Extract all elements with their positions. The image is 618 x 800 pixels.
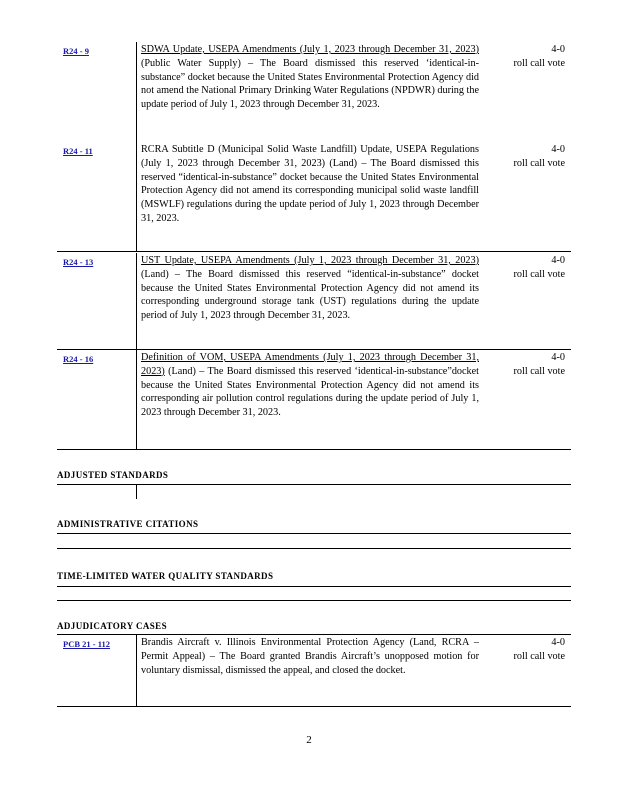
docket-entry bbox=[57, 142, 571, 252]
docket-link[interactable]: R24 - 16 bbox=[63, 354, 94, 364]
vote-result bbox=[485, 636, 565, 664]
entry-body: (Land) – The Board dismissed this reserved “identical-in-substance” docket because the United States Environmental Protection Agency did not amend its corresponding underground storage tank (UST) regulations during the update period of July 1, 2023 through December 31, 2023. bbox=[141, 268, 479, 322]
vote-count: 4-0 bbox=[551, 44, 565, 55]
column-divider bbox=[136, 253, 137, 350]
section-heading-adjusted-standards: ADJUSTED STANDARDS bbox=[57, 470, 169, 480]
entry-description bbox=[141, 254, 479, 323]
vote-label: roll call vote bbox=[513, 365, 565, 377]
vote-count: 4-0 bbox=[551, 352, 565, 363]
empty-table-row bbox=[57, 485, 571, 499]
case-entry bbox=[57, 635, 571, 707]
entry-body: Brandis Aircraft v. Illinois Environmental Protection Agency (Land, RCRA – Permit Appeal) – The Board granted Brandis Aircraft’s unopposed motion for voluntary dismissal, dismissed the appeal, and closed the docket. bbox=[141, 637, 479, 676]
vote-count: 4-0 bbox=[551, 637, 565, 648]
vote-count: 4-0 bbox=[551, 255, 565, 266]
section-heading-adjudicatory-cases: ADJUDICATORY CASES bbox=[57, 621, 167, 631]
entry-description bbox=[141, 43, 479, 112]
column-divider bbox=[136, 350, 137, 450]
docket-entry bbox=[57, 350, 571, 450]
vote-label: roll call vote bbox=[513, 268, 565, 280]
docket-link[interactable]: PCB 21 - 112 bbox=[63, 639, 110, 649]
section-rule bbox=[57, 586, 571, 587]
entry-title: UST Update, USEPA Amendments (July 1, 2023 through December 31, 2023) bbox=[141, 255, 479, 266]
column-divider bbox=[136, 42, 137, 142]
entry-body: RCRA Subtitle D (Municipal Solid Waste Landfill) Update, USEPA Regulations (July 1, 2023 through December 31, 2023) (Land) – The Board dismissed this reserved “identical-in-substance” docket because the United States Environmental Protection Agency did not amend its corresponding municipal solid waste landfill (MSWLF) regulations during the update period of July 1, 2023 through December 31, 2023. bbox=[141, 144, 479, 224]
docket-entry bbox=[57, 253, 571, 350]
section-rule bbox=[57, 548, 571, 549]
vote-label: roll call vote bbox=[513, 650, 565, 662]
section-rule bbox=[57, 600, 571, 601]
entry-body: (Land) – The Board dismissed this reserved ‘identical-in-substance”docket because the United States Environmental Protection Agency did not amend its corresponding air pollution control regulations during the update period of July 1, 2023 through December 31, 2023. bbox=[141, 365, 479, 419]
vote-result bbox=[485, 254, 565, 282]
docket-link[interactable]: R24 - 13 bbox=[63, 257, 94, 267]
column-divider bbox=[136, 485, 137, 499]
row-divider bbox=[57, 251, 571, 252]
entry-title: Definition of VOM, USEPA Amendments (July 1, 2023 through December 31, 2023) bbox=[141, 352, 479, 377]
docket-link[interactable]: R24 - 9 bbox=[63, 46, 89, 56]
entry-title: SDWA Update, USEPA Amendments (July 1, 2023 through December 31, 2023) bbox=[141, 44, 479, 55]
section-rule bbox=[57, 533, 571, 534]
vote-count: 4-0 bbox=[551, 144, 565, 155]
row-divider bbox=[57, 706, 571, 707]
vote-result bbox=[485, 351, 565, 379]
vote-result bbox=[485, 43, 565, 71]
docket-link[interactable]: R24 - 11 bbox=[63, 146, 93, 156]
column-divider bbox=[136, 142, 137, 252]
docket-entry bbox=[57, 42, 571, 142]
vote-label: roll call vote bbox=[513, 57, 565, 69]
row-divider bbox=[57, 449, 571, 450]
vote-label: roll call vote bbox=[513, 157, 565, 169]
entry-description bbox=[141, 143, 479, 226]
entry-body: (Public Water Supply) – The Board dismissed this reserved ‘identical-in-substance” docket because the United States Environmental Protection Agency did not amend the National Primary Drinking Water Regulations (NPDWR) during the update period of July 1, 2023 through December 31, 2023. bbox=[141, 57, 479, 111]
entry-description bbox=[141, 351, 479, 420]
vote-result bbox=[485, 143, 565, 171]
section-heading-time-limited-standards: TIME-LIMITED WATER QUALITY STANDARDS bbox=[57, 571, 274, 581]
section-heading-administrative-citations: ADMINISTRATIVE CITATIONS bbox=[57, 519, 199, 529]
column-divider bbox=[136, 635, 137, 707]
page-number: 2 bbox=[306, 734, 312, 746]
entry-description bbox=[141, 636, 479, 677]
